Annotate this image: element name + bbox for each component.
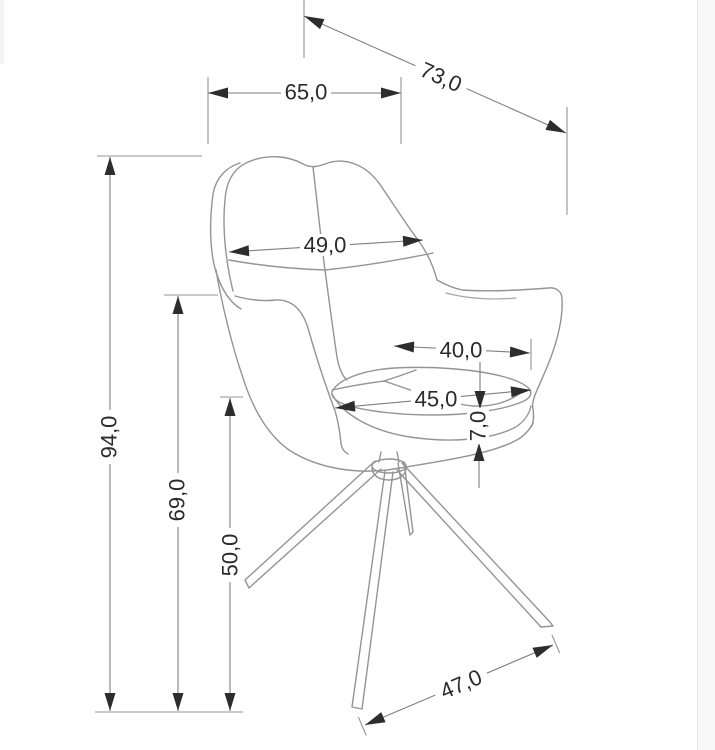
dim-cushion-thickness bbox=[466, 362, 491, 488]
leg-back-left bbox=[245, 461, 381, 588]
base-legs bbox=[245, 461, 553, 709]
backrest-shell-path bbox=[211, 163, 241, 309]
swivel-hub bbox=[372, 452, 406, 480]
dim-seat-depth bbox=[394, 338, 531, 371]
chair-drawing bbox=[211, 157, 563, 709]
page-edge-artifact-right bbox=[697, 0, 715, 750]
dim-label-armrest-height: 69,0 bbox=[164, 478, 190, 522]
leg-front-right bbox=[397, 463, 553, 627]
dim-label-base-leg-span: 47,0 bbox=[436, 664, 486, 704]
dim-armrest-height bbox=[164, 295, 218, 711]
dim-label-cushion-thickness: 7,0 bbox=[465, 410, 491, 442]
dim-overall-width bbox=[208, 77, 401, 144]
dim-label-seat-width: 45,0 bbox=[414, 386, 458, 412]
leg-front-left bbox=[352, 471, 393, 709]
page-edge-artifact-left bbox=[0, 0, 4, 64]
dim-base-leg-span bbox=[358, 635, 559, 736]
dim-label-seat-depth: 40,0 bbox=[439, 337, 483, 363]
dim-label-overall-depth: 73,0 bbox=[416, 56, 466, 98]
backrest-outline-path bbox=[224, 157, 437, 291]
dim-overall-depth bbox=[302, 0, 568, 215]
dim-total-height bbox=[97, 156, 203, 711]
dim-label-total-height: 94,0 bbox=[96, 415, 122, 459]
dim-label-backrest-width: 49,0 bbox=[303, 232, 347, 258]
dim-backrest-width bbox=[229, 233, 424, 258]
backrest-center-seam bbox=[313, 167, 347, 380]
dim-label-seat-height: 50,0 bbox=[217, 533, 243, 577]
dim-label-overall-width: 65,0 bbox=[284, 79, 328, 105]
right-arm-inner-edge bbox=[446, 293, 516, 299]
dim-seat-height bbox=[218, 397, 244, 711]
